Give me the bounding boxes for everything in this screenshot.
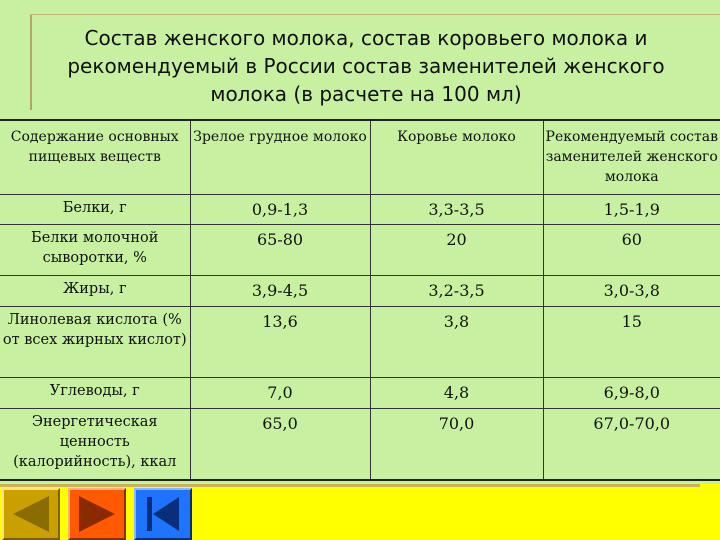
cell-value: 67,0-70,0: [543, 408, 720, 479]
skip-first-icon: [141, 494, 185, 534]
column-header: Коровье молоко: [370, 121, 543, 194]
cell-value: 3,8: [370, 306, 543, 377]
column-header: Зрелое грудное молоко: [190, 121, 370, 194]
table-row: [0, 224, 720, 275]
cell-value: 13,6: [190, 306, 370, 377]
table-row: [0, 275, 720, 306]
title-frame-horizontal: [30, 14, 720, 15]
cell-value: 65-80: [190, 224, 370, 275]
previous-slide-button[interactable]: [2, 488, 60, 540]
next-slide-button[interactable]: [68, 488, 126, 540]
cell-value: 65,0: [190, 408, 370, 479]
triangle-right-icon: [75, 494, 119, 534]
table-row: [0, 306, 720, 377]
composition-table-frame: [0, 119, 720, 481]
title-frame-vertical: [30, 14, 32, 110]
table-row: [0, 194, 720, 224]
column-header: Содержание основных пищевых веществ: [0, 121, 190, 194]
cell-value: 3,2-3,5: [370, 275, 543, 306]
row-label: Линолевая кислота (% от всех жирных кислот): [0, 306, 190, 377]
cell-value: 60: [543, 224, 720, 275]
cell-value: 3,9-4,5: [190, 275, 370, 306]
cell-value: 1,5-1,9: [543, 194, 720, 224]
slide-title: Состав женского молока, состав коровьего молока и рекомендуемый в России состав заменителей женского молока (в расчете на 100 мл): [67, 26, 665, 106]
cell-value: 20: [370, 224, 543, 275]
row-label: Белки, г: [0, 194, 190, 224]
cell-value: 70,0: [370, 408, 543, 479]
triangle-left-icon: [9, 494, 53, 534]
row-label: Энергетическая ценность (калорийность), ккал: [0, 408, 190, 479]
table-row: [0, 377, 720, 408]
row-label: Жиры, г: [0, 275, 190, 306]
composition-table: [0, 121, 720, 479]
cell-value: 15: [543, 306, 720, 377]
cell-value: 6,9-8,0: [543, 377, 720, 408]
cell-value: 0,9-1,3: [190, 194, 370, 224]
cell-value: 7,0: [190, 377, 370, 408]
cell-value: 4,8: [370, 377, 543, 408]
table-header-row: [0, 121, 720, 194]
column-header: Рекомендуемый состав заменителей женского молока: [543, 121, 720, 194]
row-label: Белки молочной сыворотки, %: [0, 224, 190, 275]
cell-value: 3,3-3,5: [370, 194, 543, 224]
navigation-divider: [0, 484, 700, 487]
row-label: Углеводы, г: [0, 377, 190, 408]
first-slide-button[interactable]: [134, 488, 192, 540]
table-row: [0, 408, 720, 479]
cell-value: 3,0-3,8: [543, 275, 720, 306]
